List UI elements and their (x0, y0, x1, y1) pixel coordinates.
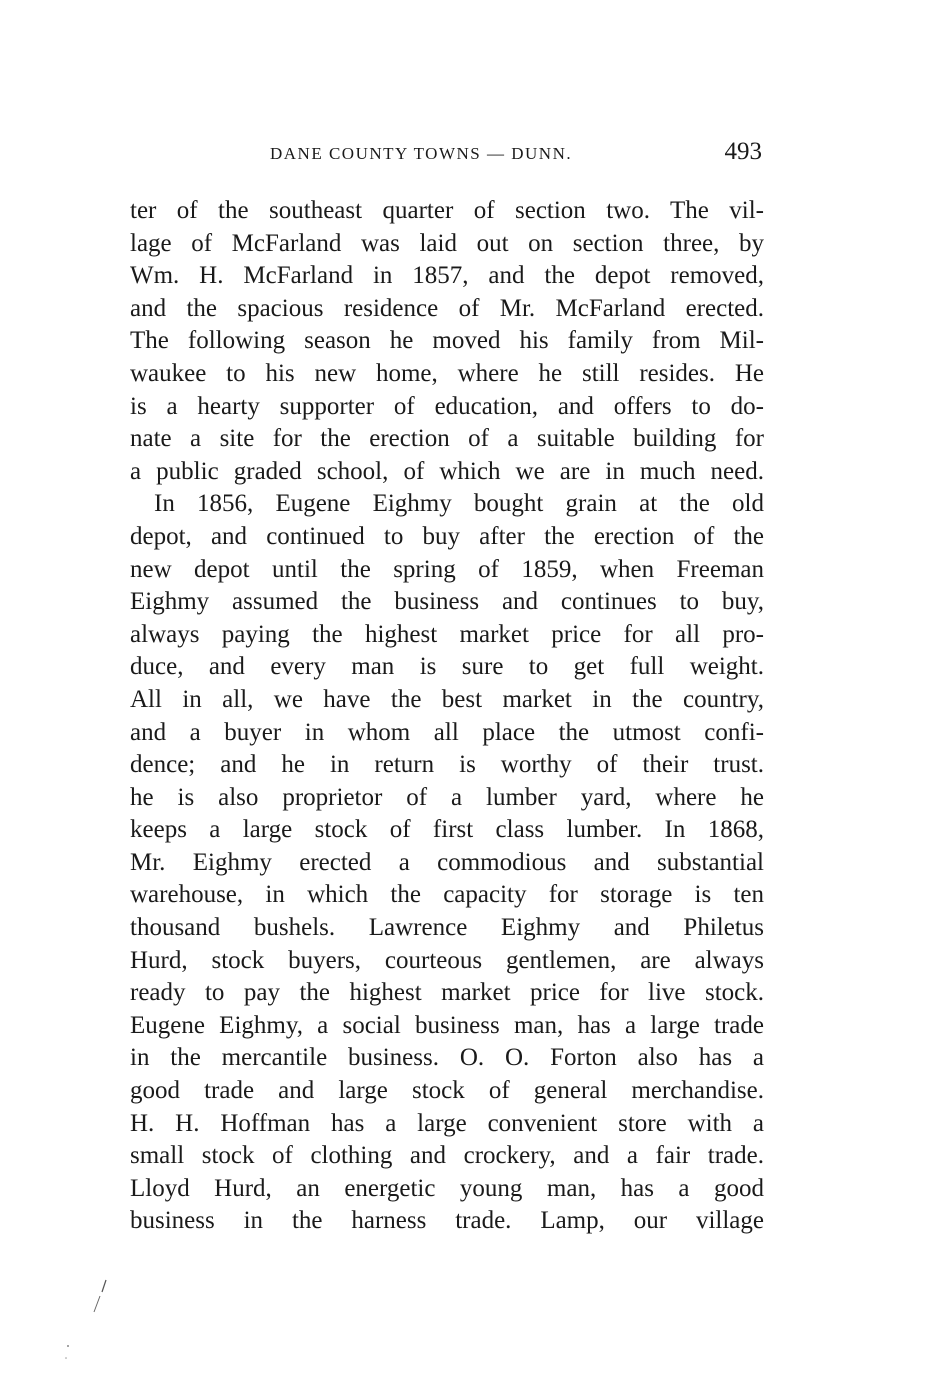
text-line: warehouse, in which the capacity for storage is ten (130, 881, 764, 909)
speck (67, 1345, 69, 1347)
text-line: small stock of clothing and crockery, and a fair trade. (130, 1142, 764, 1170)
text-line: Lloyd Hurd, an energetic young man, has a good (130, 1174, 764, 1202)
text-line: waukee to his new home, where he still resides. He (130, 359, 764, 387)
running-head (130, 138, 764, 170)
text-line: he is also proprietor of a lumber yard, where he (130, 783, 764, 811)
text-line: All in all, we have the best market in the country, (130, 685, 764, 713)
text-line: The following season he moved his family from Mil- (130, 327, 764, 355)
text-line: good trade and large stock of general merchandise. (130, 1077, 764, 1105)
paragraph-start-line: In 1856, Eugene Eighmy bought grain at the old (154, 490, 764, 518)
text-line: Hurd, stock buyers, courteous gentlemen, are always (130, 946, 764, 974)
text-line: and the spacious residence of Mr. McFarland erected. (130, 294, 764, 322)
body-text (130, 195, 764, 1238)
text-line: duce, and every man is sure to get full weight. (130, 653, 764, 681)
pencil-mark (94, 1296, 100, 1312)
text-line: Eighmy assumed the business and continues to buy, (130, 588, 764, 616)
text-line: dence; and he in return is worthy of their trust. (130, 751, 764, 779)
text-line: ter of the southeast quarter of section two. The vil- (130, 197, 764, 224)
text-line: is a hearty supporter of education, and offers to do- (130, 392, 764, 420)
text-line: business in the harness trade. Lamp, our village (130, 1207, 764, 1235)
text-line: Wm. H. McFarland in 1857, and the depot removed, (130, 262, 764, 290)
text-line: Eugene Eighmy, a social business man, has a large trade (130, 1011, 764, 1039)
text-line: new depot until the spring of 1859, when Freeman (130, 555, 764, 583)
running-title: DANE COUNTY TOWNS — DUNN. (270, 144, 573, 163)
text-line: keeps a large stock of first class lumber. In 1868, (130, 816, 764, 844)
page-number: 493 (724, 138, 762, 165)
text-line: Mr. Eighmy erected a commodious and substantial (130, 848, 764, 876)
pencil-mark (102, 1280, 106, 1292)
text-line: in the mercantile business. O. O. Forton also has a (130, 1044, 764, 1072)
text-line: always paying the highest market price for all pro- (130, 620, 764, 648)
stray-pencil-marks (60, 1278, 120, 1368)
text-line: depot, and continued to buy after the erection of the (130, 522, 764, 550)
text-line: a public graded school, of which we are in much need. (130, 457, 764, 485)
text-line: lage of McFarland was laid out on section three, by (130, 229, 764, 257)
text-line: thousand bushels. Lawrence Eighmy and Philetus (130, 914, 764, 942)
text-line: and a buyer in whom all place the utmost confi- (130, 718, 764, 746)
text-line: nate a site for the erection of a suitable building for (130, 425, 764, 453)
text-line: H. H. Hoffman has a large convenient store with a (130, 1109, 764, 1137)
speck (65, 1357, 67, 1359)
text-line: ready to pay the highest market price for live stock. (130, 979, 764, 1007)
